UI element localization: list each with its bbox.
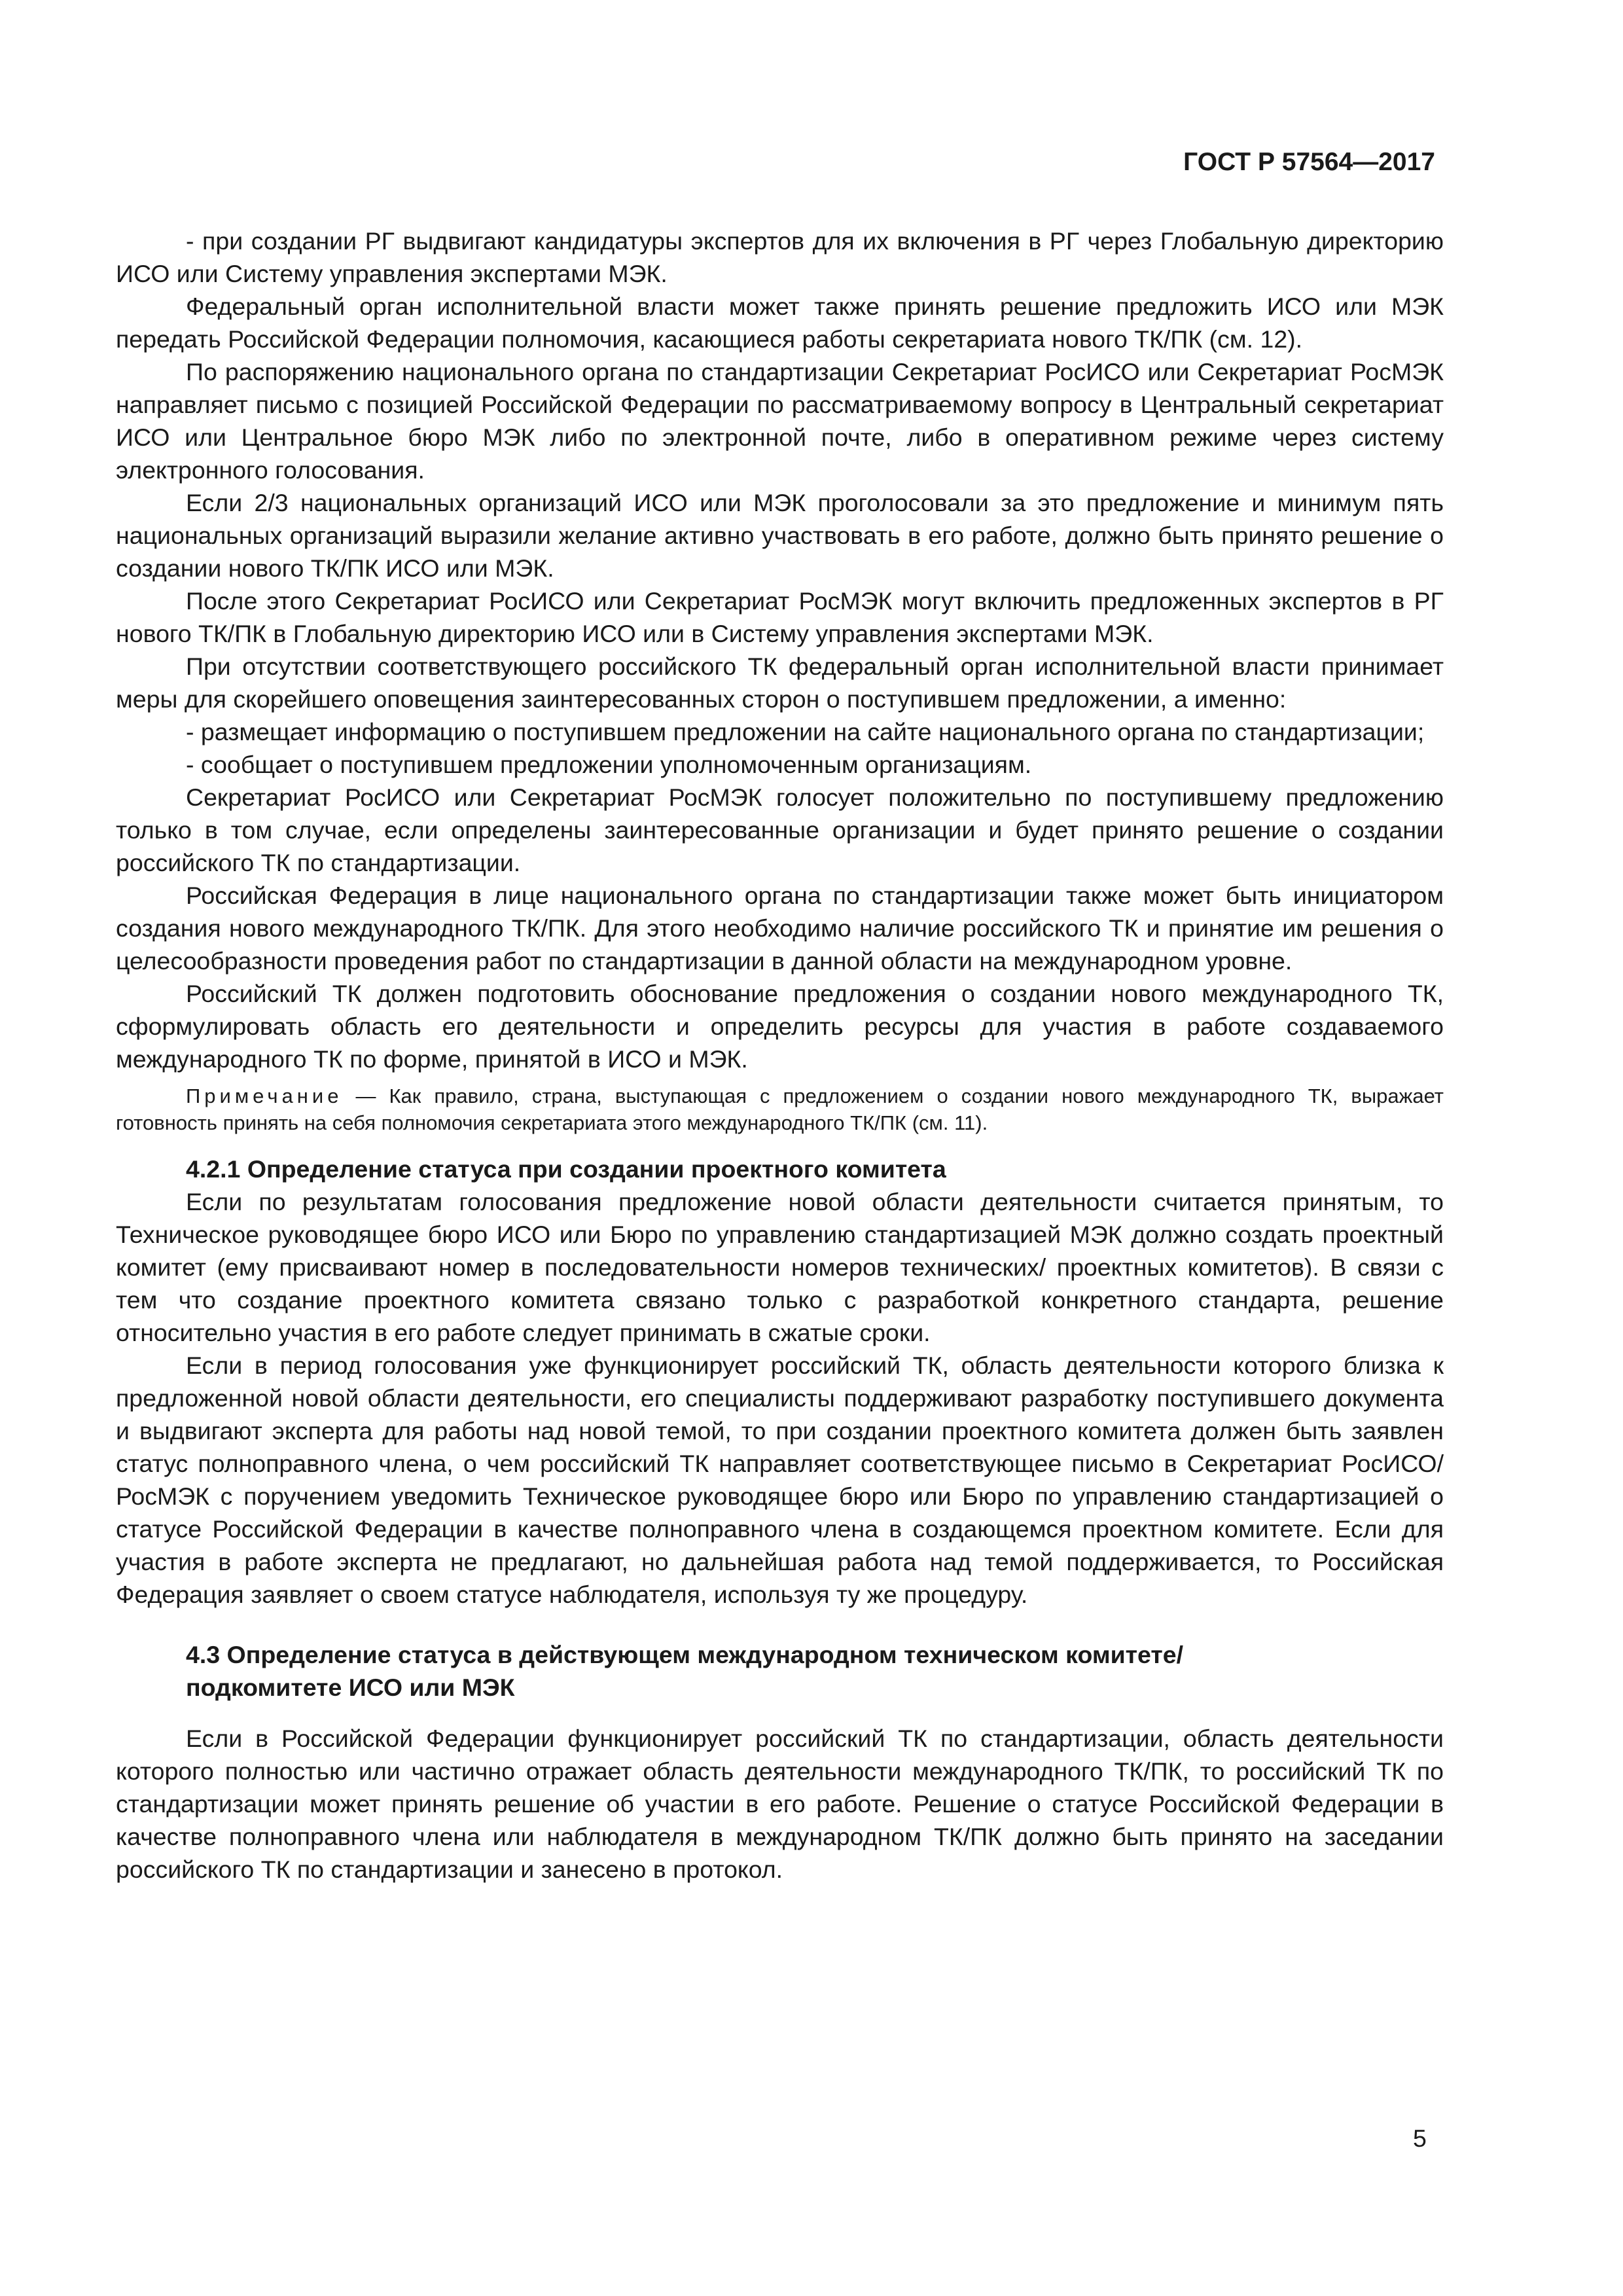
standard-id-header: ГОСТ Р 57564—2017 (1183, 148, 1435, 176)
document-body (116, 224, 1444, 1886)
paragraph: Если 2/3 национальных организаций ИСО или МЭК проголосовали за это предложение и минимум пять национальных организаций выразили желание активно участвовать в его работе, должно быть принято решение о создании нового ТК/ПК ИСО или МЭК. (116, 489, 1444, 582)
note (116, 1083, 1444, 1136)
note-label: Примечание (186, 1085, 343, 1107)
paragraph: Федеральный орган исполнительной власти может также принять решение предложить ИСО или МЭК передать Российской Федерации полномочия, касающиеся работы секретариата нового ТК/ПК (см. 12). (116, 293, 1444, 353)
section-heading-4-3 (186, 1638, 1444, 1704)
section-heading-line: подкомитете ИСО или МЭК (186, 1674, 515, 1701)
paragraph: Если в период голосования уже функционирует российский ТК, область деятельности которого близка к предложенной новой области деятельности, его специалисты поддерживают разработку поступившего документа и выдвигают эксперта для работы над новой темой, то при создании проектного комитета должен быть заявлен статус полноправного члена, о чем российский ТК направляет соответствующее письмо в Секретариат РосИСО/РосМЭК с поручением уведомить Техническое руководящее бюро или Бюро по управлению стандартизацией о статусе Российской Федерации в качестве полноправного члена в создающемся проектном комитете. Если для участия в работе эксперта не предлагают, но дальнейшая работа над темой поддерживается, то Российская Федерация заявляет о своем статусе наблюдателя, используя ту же процедуру. (116, 1352, 1444, 1608)
page-number: 5 (1413, 2125, 1427, 2152)
list-item: - сообщает о поступившем предложении уполномоченным организациям. (186, 751, 1032, 778)
note-text: — Как правило, страна, выступающая с предложением о создании нового международного ТК, выражает готовность принять на себя полномочия секретариата этого международного ТК/ПК (см. 11). (116, 1085, 1444, 1134)
paragraph: Секретариат РосИСО или Секретариат РосМЭК голосует положительно по поступившему предложению только в том случае, если определены заинтересованные организации и будет принято решение о создании российского ТК по стандартизации. (116, 783, 1444, 876)
paragraph: После этого Секретариат РосИСО или Секретариат РосМЭК могут включить предложенных экспертов в РГ нового ТК/ПК в Глобальную директорию ИСО или в Систему управления экспертами МЭК. (116, 587, 1444, 647)
section-heading-line: 4.3 Определение статуса в действующем международном техническом комитете/ (186, 1641, 1184, 1668)
paragraph: Российская Федерация в лице национального органа по стандартизации также может быть инициатором создания нового международного ТК/ПК. Для этого необходимо наличие российского ТК и принятие им решения о целесообразности проведения работ по стандартизации в данной области на международном уровне. (116, 882, 1444, 975)
paragraph: При отсутствии соответствующего российского ТК федеральный орган исполнительной власти принимает меры для скорейшего оповещения заинтересованных сторон о поступившем предложении, а именно: (116, 653, 1444, 713)
paragraph: Российский ТК должен подготовить обоснование предложения о создании нового международного ТК, сформулировать область его деятельности и определить ресурсы для участия в работе создаваемого международного ТК по форме, принятой в ИСО и МЭК. (116, 980, 1444, 1073)
paragraph: Если по результатам голосования предложение новой области деятельности считается принятым, то Техническое руководящее бюро ИСО или Бюро по управлению стандартизацией МЭК должно создать проектный комитет (ему присваивают номер в последовательности номеров технических/ проектных комитетов). В связи с тем что создание проектного комитета связано только с разработкой конкретного стандарта, решение относительно участия в его работе следует принимать в сжатые сроки. (116, 1188, 1444, 1346)
section-heading-4-2-1: 4.2.1 Определение статуса при создании проектного комитета (186, 1155, 946, 1183)
paragraph: - при создании РГ выдвигают кандидатуры экспертов для их включения в РГ через Глобальную директорию ИСО или Систему управления экспертами МЭК. (116, 227, 1444, 287)
paragraph: По распоряжению национального органа по стандартизации Секретариат РосИСО или Секретариат РосМЭК направляет письмо с позицией Российской Федерации по рассматриваемому вопросу в Центральный секретариат ИСО или Центральное бюро МЭК либо по электронной почте, либо в оперативном режиме через систему электронного голосования. (116, 358, 1444, 484)
paragraph: Если в Российской Федерации функционирует российский ТК по стандартизации, область деятельности которого полностью или частично отражает область деятельности международного ТК/ПК, то российский ТК по стандартизации может принять решение об участии в его работе. Решение о статусе Российской Федерации в качестве полноправного члена или наблюдателя в международном ТК/ПК должно быть принято на заседании российского ТК по стандартизации и занесено в протокол. (116, 1725, 1444, 1883)
list-item: - размещает информацию о поступившем предложении на сайте национального органа по стандартизации; (186, 718, 1425, 745)
